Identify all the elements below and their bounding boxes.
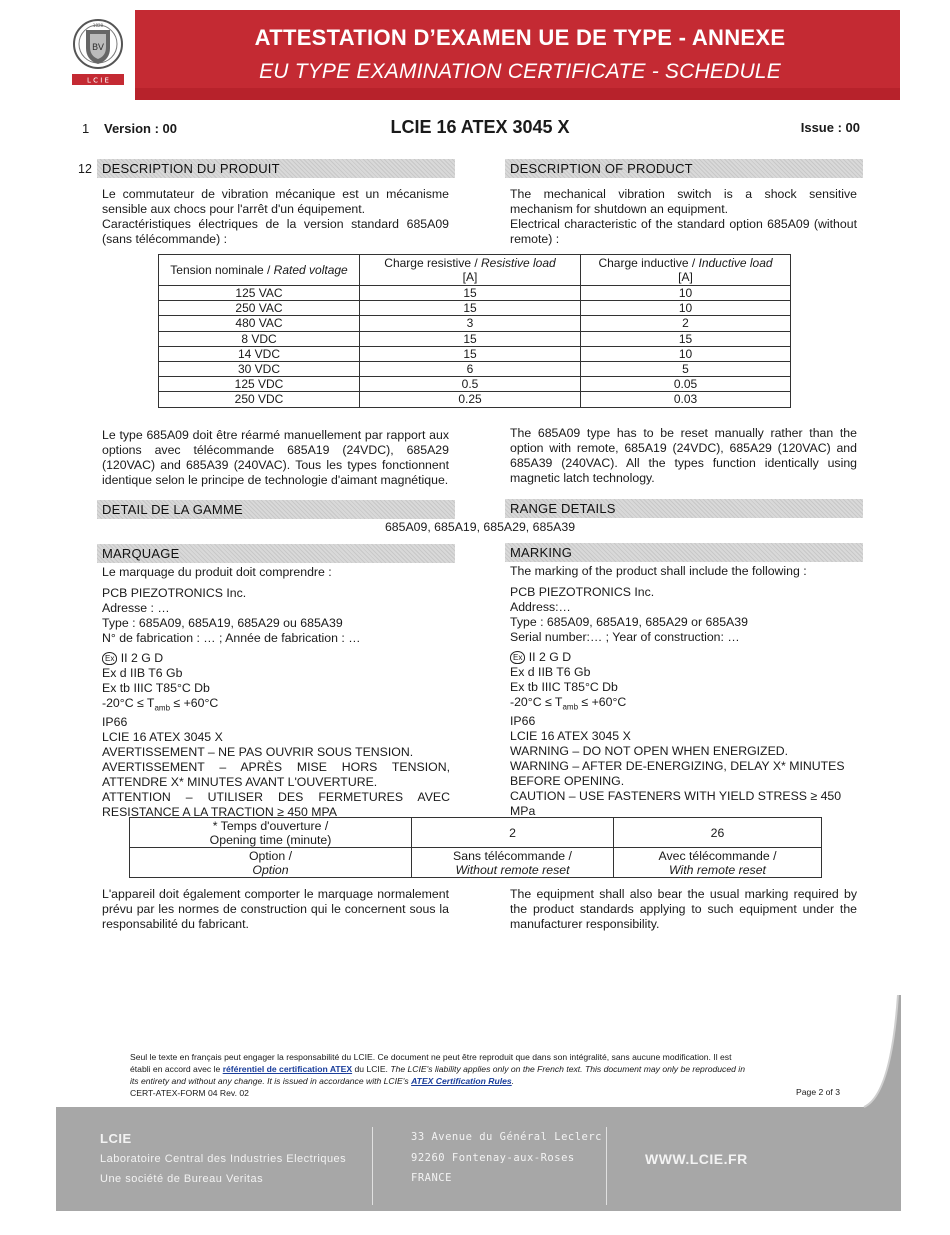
closing-en-text: The equipment shall also bear the usual marking required by the product standards applying to such equipment under the manufacturer responsibility. xyxy=(510,887,857,931)
table-row xyxy=(159,301,791,316)
ex-hexagon-icon: Ex xyxy=(510,651,525,664)
marking-en-code: Ex tb IIIC T85°C Db xyxy=(510,680,618,694)
marking-fr-line: Adresse : … xyxy=(102,601,170,615)
footnote-line-2: établi en accord avec le référentiel de certification ATEX du LCIE. The LCIE's liability applies only on the French text. This document may only be reproduced in xyxy=(130,1064,745,1074)
table-cell: 3 xyxy=(360,316,581,331)
marking-fr-line: N° de fabrication : … ; Année de fabrication : … xyxy=(102,631,361,645)
footer-org-sub: Une société de Bureau Veritas xyxy=(100,1173,264,1185)
table-cell: 2 xyxy=(581,316,791,331)
version-label: Version : 00 xyxy=(104,121,177,136)
table-cell: 10 xyxy=(581,301,791,316)
desc-en-text xyxy=(510,187,857,247)
footnote-line-3: its entirety and without any change. It is issued in accordance with LCIE's ATEX Certification Rules. xyxy=(130,1076,515,1086)
ratings-header-inductive: Charge inductive / Inductive load [A] xyxy=(581,255,791,286)
table-cell: 0.03 xyxy=(581,392,791,407)
form-reference: CERT-ATEX-FORM 04 Rev. 02 xyxy=(130,1088,249,1098)
marking-fr-code: Ex d IIB T6 Gb xyxy=(102,666,183,680)
ratings-header-voltage: Tension nominale / Rated voltage xyxy=(159,255,360,286)
table-cell: 14 VDC xyxy=(159,346,360,361)
logo-lcie-text: L C I E xyxy=(87,76,109,85)
marking-en-warning-1: WARNING – DO NOT OPEN WHEN ENERGIZED. xyxy=(510,744,789,759)
desc-en-p2: Electrical characteristic of the standard option 685A09 (without remote) : xyxy=(510,217,857,246)
option-no-remote: Sans télécommande / Without remote reset xyxy=(412,848,614,878)
table-row xyxy=(159,286,791,301)
marking-fr-code: Ex tb IIIC T85°C Db xyxy=(102,681,210,695)
marking-en-warning-2: WARNING – AFTER DE-ENERGIZING, DELAY X* MINUTES BEFORE OPENING. xyxy=(510,759,845,789)
footer-address-2: 92260 Fontenay-aux-Roses xyxy=(411,1152,575,1164)
section-number: 12 xyxy=(78,162,92,176)
footer-website-link[interactable]: WWW.LCIE.FR xyxy=(645,1151,748,1167)
marking-en-code: Ex d IIB T6 Gb xyxy=(510,665,591,679)
footer-org: LCIE xyxy=(100,1131,132,1146)
marking-fr-warning-3: ATTENTION – UTILISER DES FERMETURES AVEC RESISTANCE A LA TRACTION ≥ 450 MPA xyxy=(102,790,450,820)
range-fr-heading: DETAIL DE LA GAMME xyxy=(97,500,455,519)
marking-en-ip: IP66 xyxy=(510,714,536,729)
marking-fr-ip: IP66 xyxy=(102,715,128,730)
table-cell: 10 xyxy=(581,346,791,361)
table-cell: 480 VAC xyxy=(159,316,360,331)
title-fr: ATTESTATION D’EXAMEN UE DE TYPE - ANNEXE xyxy=(254,25,786,50)
table-cell: 10 xyxy=(581,286,791,301)
certificate-number: LCIE 16 ATEX 3045 X xyxy=(390,117,570,137)
marking-en-warning-3: CAUTION – USE FASTENERS WITH YIELD STRESS ≥ 450 MPa xyxy=(510,789,842,819)
desc-en-heading: DESCRIPTION OF PRODUCT xyxy=(505,159,863,178)
marking-fr-heading: MARQUAGE xyxy=(97,544,455,563)
page-index: 1 xyxy=(82,121,90,136)
marking-en-group: Ex II 2 G D xyxy=(510,650,858,665)
atex-reference-link[interactable]: référentiel de certification ATEX xyxy=(222,1064,353,1074)
logo-year: 1828 xyxy=(92,23,104,28)
table-cell: 15 xyxy=(581,331,791,346)
table-cell: 0.25 xyxy=(360,392,581,407)
issue-label: Issue : 00 xyxy=(800,120,860,135)
table-cell: 125 VAC xyxy=(159,286,360,301)
marking-fr-cert: LCIE 16 ATEX 3045 X xyxy=(102,730,223,745)
desc-fr-text xyxy=(102,187,449,247)
opening-time-no-remote: 2 xyxy=(412,818,614,848)
footer-address-1: 33 Avenue du Général Leclerc xyxy=(411,1131,603,1143)
desc-fr-heading: DESCRIPTION DU PRODUIT xyxy=(97,159,455,178)
closing-fr-text: L'appareil doit également comporter le marquage normalement prévu par les normes de construction qui le concernent sous la responsabilité du fabricant. xyxy=(102,887,449,931)
marking-fr-group: Ex II 2 G D xyxy=(102,651,450,666)
marking-fr-intro: Le marquage du produit doit comprendre : xyxy=(102,565,332,579)
range-models: 685A09, 685A19, 685A29, 685A39 xyxy=(384,520,576,534)
marking-fr-tamb: $-20^\circ C \le T_{amb} \le +60^\circ C$ xyxy=(102,696,219,713)
marking-fr-warning-1: AVERTISSEMENT – NE PAS OUVRIR SOUS TENSION. xyxy=(102,745,414,760)
marking-en-line: PCB PIEZOTRONICS Inc. xyxy=(510,585,655,599)
svg-text:BV: BV xyxy=(91,43,105,53)
footer-address-3: FRANCE xyxy=(411,1172,452,1184)
table-cell: 15 xyxy=(360,346,581,361)
marking-en-line: Address:… xyxy=(510,600,571,614)
marking-en-line: Serial number:… ; Year of construction: … xyxy=(510,630,740,644)
bureau-veritas-logo xyxy=(70,16,126,92)
opening-time-table xyxy=(129,817,822,878)
table-row xyxy=(159,316,791,331)
marking-en-intro: The marking of the product shall include the following : xyxy=(510,564,807,578)
marking-en-heading: MARKING xyxy=(505,543,863,562)
table-row xyxy=(159,392,791,407)
table-cell: 15 xyxy=(360,301,581,316)
table-cell: 125 VDC xyxy=(159,377,360,392)
reset-fr-text: Le type 685A09 doit être réarmé manuellement par rapport aux options avec télécommande 685A19 (24VDC), 685A29 (120VAC) and 685A39 (240VAC). Tous les types fonctionnent identique selon le principe de technologie d'aimant magnétique. xyxy=(102,428,449,487)
desc-en-p1: The mechanical vibration switch is a shock sensitive mechanism for shutdown an equipment. xyxy=(510,187,857,216)
table-row xyxy=(159,331,791,346)
title-en: EU TYPE EXAMINATION CERTIFICATE - SCHEDULE xyxy=(259,60,781,83)
footnote-line-1: Seul le texte en français peut engager la responsabilité du LCIE. Ce document ne peut être reproduit que dans son intégralité, sans aucune modification. Il est xyxy=(130,1052,732,1062)
option-remote: Avec télécommande / With remote reset xyxy=(614,848,822,878)
table-row xyxy=(159,361,791,376)
footer-org-full: Laboratoire Central des Industries Electriques xyxy=(100,1153,347,1165)
table-row xyxy=(159,346,791,361)
marking-en-block xyxy=(510,564,858,819)
ratings-body xyxy=(159,286,791,408)
table-cell: 0.5 xyxy=(360,377,581,392)
ex-hexagon-icon: Ex xyxy=(102,652,117,665)
marking-fr-line: PCB PIEZOTRONICS Inc. xyxy=(102,586,247,600)
table-cell: 15 xyxy=(360,331,581,346)
header-band xyxy=(60,10,900,100)
opening-time-label: * Temps d'ouverture / Opening time (minute) xyxy=(130,818,412,848)
table-cell: 15 xyxy=(360,286,581,301)
header-band-shadow xyxy=(60,88,900,100)
option-label: Option / Option xyxy=(130,848,412,878)
reset-en-text: The 685A09 type has to be reset manually rather than the option with remote, 685A19 (24VDC), 685A29 (120VAC) and 685A39 (240VAC). All the types function identically using magnetic latch technology. xyxy=(510,426,857,485)
table-cell: 0.05 xyxy=(581,377,791,392)
marking-en-line: Type : 685A09, 685A19, 685A29 or 685A39 xyxy=(510,615,748,629)
table-cell: 30 VDC xyxy=(159,361,360,376)
marking-fr-warning-2: AVERTISSEMENT – APRÈS MISE HORS TENSION, ATTENDRE X* MINUTES AVANT L'OUVERTURE. xyxy=(102,760,450,790)
table-cell: 250 VDC xyxy=(159,392,360,407)
footer-divider xyxy=(372,1127,373,1205)
desc-fr-p1: Le commutateur de vibration mécanique est un mécanisme sensible aux chocs pour l'arrêt d'un équipement. xyxy=(102,187,449,216)
range-en-heading: RANGE DETAILS xyxy=(505,499,863,518)
table-cell: 5 xyxy=(581,361,791,376)
ratings-header-resistive: Charge resistive / Resistive load [A] xyxy=(360,255,581,286)
desc-fr-p2: Caractéristiques électriques de la version standard 685A09 (sans télécommande) : xyxy=(102,217,449,246)
marking-en-cert: LCIE 16 ATEX 3045 X xyxy=(510,729,631,744)
opening-time-remote: 26 xyxy=(614,818,822,848)
table-row xyxy=(159,377,791,392)
ratings-table xyxy=(158,254,791,408)
table-cell: 6 xyxy=(360,361,581,376)
footer-divider xyxy=(606,1127,607,1205)
table-cell: 250 VAC xyxy=(159,301,360,316)
marking-en-tamb: $-20^\circ C \le T_{amb} \le +60^\circ C$ xyxy=(510,695,627,712)
atex-rules-link[interactable]: ATEX Certification Rules xyxy=(411,1076,512,1086)
marking-fr-line: Type : 685A09, 685A19, 685A29 ou 685A39 xyxy=(102,616,343,630)
page-number: Page 2 of 3 xyxy=(796,1087,840,1097)
marking-fr-block xyxy=(102,565,450,820)
table-cell: 8 VDC xyxy=(159,331,360,346)
